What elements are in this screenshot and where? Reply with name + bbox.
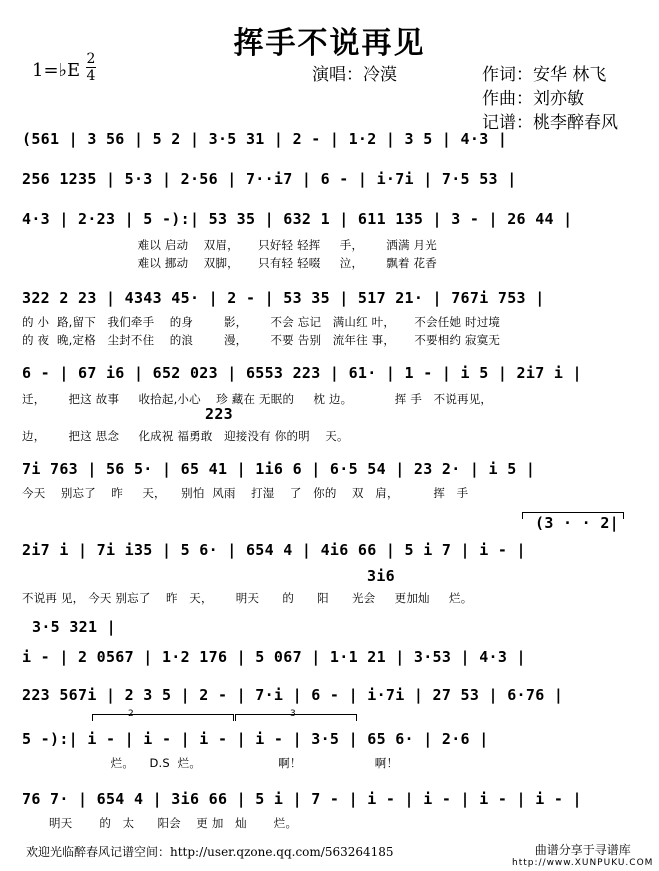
footer-credit-line: 曲谱分享于寻谱库 <box>534 843 631 857</box>
score-row-1 <box>22 130 642 156</box>
score-row-text: 7i 763 | 56 5· | 65 41 | 1i6 6 | 6·5 54 | 23 2· | i 5 | <box>22 460 536 478</box>
composer-credit: 作曲：刘亦敏 <box>482 89 584 109</box>
footer-site-link[interactable]: 欢迎光临醉春风记谱空间：http://user.qzone.qq.com/563264185 <box>26 845 394 859</box>
bracket-notes-text: 3·5 321 | <box>32 618 116 636</box>
transcriber-credit: 记谱：桃李醉春风 <box>482 113 618 133</box>
lyric-line: 不说再 见， 今天 别忘了 昨 天， 明天 的 阳 光会 更加灿 烂。 <box>22 591 473 605</box>
bracket-notes <box>535 514 635 540</box>
volta-number: 2 <box>128 709 134 719</box>
score-row-10 <box>22 730 642 756</box>
bracket-notes-text: (3 · · 2| <box>535 514 619 532</box>
score-row-3 <box>22 210 642 236</box>
score-row-7 <box>22 541 642 567</box>
bracket-notes <box>32 618 132 644</box>
score-row-text: 223 567i | 2 3 5 | 2 - | 7·i | 6 - | i·7i | 27 53 | 6·76 | <box>22 686 564 704</box>
footer-credit <box>512 841 653 868</box>
singer-credit: 演唱：冷漠 <box>312 65 397 85</box>
score-row-text: i - | 2 0567 | 1·2 176 | 5 067 | 1·1 21 | 3·53 | 4·3 | <box>22 648 526 666</box>
key-signature: 1=♭E <box>32 60 81 81</box>
score-row-6 <box>22 460 642 486</box>
score-row-8 <box>22 648 642 674</box>
alt-notes-text: 3i6 <box>367 567 395 585</box>
score-row-text: (561 | 3 56 | 5 2 | 3·5 31 | 2 - | 1·2 | 3 5 | 4·3 | <box>22 130 508 148</box>
alt-notes-text: 223 <box>205 405 233 423</box>
volta-number: 3 <box>290 709 296 719</box>
lyric-line: 的 夜 晚,定格 尘封不住 的浪 漫， 不要 告别 流年往 事， 不要相约 寂寞无 <box>22 333 501 347</box>
score-row-text: 322 2 23 | 4343 45· | 2 - | 53 35 | 517 21· | 767i 753 | <box>22 289 545 307</box>
lyric-line: 难以 挪动 双脚， 只有轻 轻啜 泣， 飘着 花香 <box>22 256 437 270</box>
score-row-text: 5 -):| i - | i - | i - | i - | 3·5 | 65 6· | 2·6 | <box>22 730 489 748</box>
lyric-line: 难以 启动 双眉， 只好轻 轻挥 手， 洒满 月光 <box>22 238 437 252</box>
score-row-9 <box>22 686 642 712</box>
lyric-line: 边， 把这 思念 化成祝 福勇敢 迎接没有 你的明 天。 <box>22 429 349 443</box>
score-row-text: 6 - | 67 i6 | 652 023 | 6553 223 | 61· | 1 - | i 5 | 2i7 i | <box>22 364 582 382</box>
meter-denominator: 4 <box>86 68 96 84</box>
score-row-5 <box>22 364 642 390</box>
time-signature <box>86 52 96 83</box>
score-row-4 <box>22 289 642 315</box>
lyricist-credit: 作词：安华 林飞 <box>482 65 607 85</box>
score-row-text: 2i7 i | 7i i35 | 5 6· | 654 4 | 4i6 66 | 5 i 7 | i - | <box>22 541 526 559</box>
score-row-2 <box>22 170 642 196</box>
footer-credit-url[interactable]: http://www.XUNPUKU.COM <box>512 858 654 868</box>
score-row-text: 4·3 | 2·23 | 5 -):| 53 35 | 632 1 | 611 135 | 3 - | 26 44 | <box>22 210 573 228</box>
score-row-11 <box>22 790 642 816</box>
lyric-line: 明天 的 太 阳会 更 加 灿 烂。 <box>22 816 298 830</box>
lyric-line: 迁， 把这 故事 收拾起,小心 珍 藏在 无眠的 枕 边。 挥 手 不说再见， <box>22 392 493 406</box>
lyric-line: 今天 别忘了 昨 天， 别怕 风雨 打湿 了 你的 双 肩， 挥 手 <box>22 486 469 500</box>
meter-numerator: 2 <box>86 51 96 67</box>
score-row-text: 76 7· | 654 4 | 3i6 66 | 5 i | 7 - | i - | i - | i - | i - | <box>22 790 582 808</box>
song-title: 挥手不说再见 <box>233 26 426 61</box>
lyric-line: 的 小 路,留下 我们牵手 的身 影， 不会 忘记 满山红 叶， 不会任她 时过境 <box>22 315 501 329</box>
volta-bracket-2 <box>92 714 234 721</box>
score-row-text: 256 1235 | 5·3 | 2·56 | 7··i7 | 6 - | i·7i | 7·5 53 | <box>22 170 517 188</box>
lyric-line: 烂。 D.S 烂。 啊！ 啊！ <box>22 756 399 770</box>
